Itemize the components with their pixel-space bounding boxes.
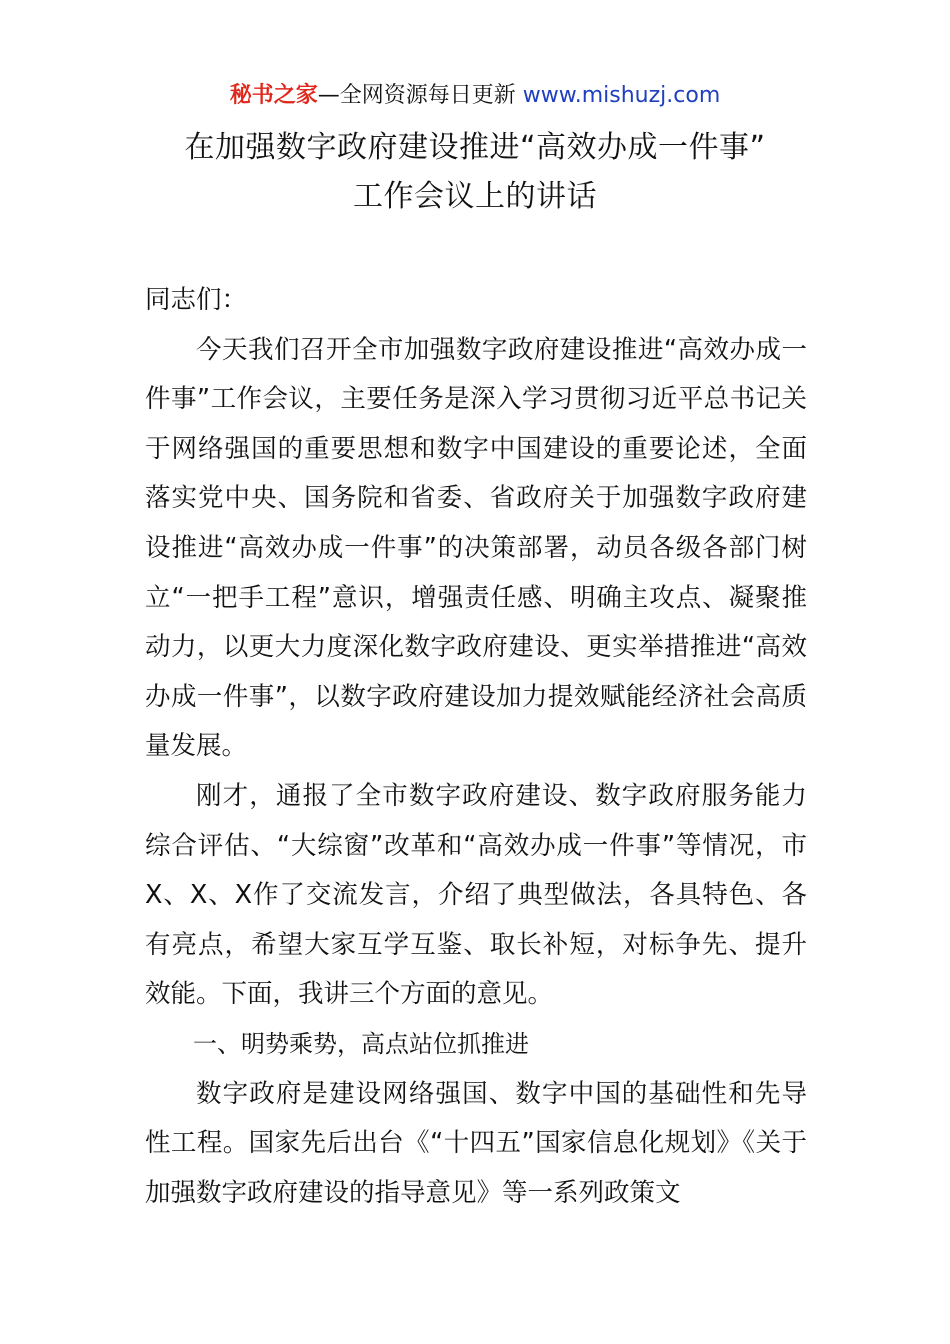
- site-header: [0, 80, 950, 112]
- site-url[interactable]: www.mishuzj.com: [522, 83, 721, 108]
- salutation: 同志们：: [145, 285, 248, 315]
- site-brand: 秘书之家: [229, 83, 318, 108]
- document-title-line-1: 在加强数字政府建设推进“高效办成一件事”: [184, 130, 766, 165]
- document-title-line-2: 工作会议上的讲话: [353, 179, 597, 214]
- paragraph-3: 数字政府是建设网络强国、数字中国的基础性和先导性工程。国家先后出台《“十四五”国家信息化规划》《关于加强数字政府建设的指导意见》等一系列政策文: [145, 1078, 807, 1208]
- site-tagline: —全网资源每日更新: [317, 83, 523, 108]
- document-body: [145, 276, 807, 1218]
- section-heading-1: 一、明势乘势，高点站位抓推进: [193, 1029, 529, 1058]
- paragraph-2: 刚才，通报了全市数字政府建设、数字政府服务能力综合评估、“大综窗”改革和“高效办成一件事”等情况，市X、X、X作了交流发言，介绍了典型做法，各具特色、各有亮点，希望大家互学互鉴、取长补短，对标争先、提升效能。下面，我讲三个方面的意见。: [145, 780, 807, 1010]
- paragraph-1: 今天我们召开全市加强数字政府建设推进“高效办成一件事”工作会议，主要任务是深入学习贯彻习近平总书记关于网络强国的重要思想和数字中国建设的重要论述，全面落实党中央、国务院和省委、省政府关于加强数字政府建设推进“高效办成一件事”的决策部署，动员各级各部门树立“一把手工程”意识，增强责任感、明确主攻点、凝聚推动力，以更大力度深化数字政府建设、更实举措推进“高效办成一件事”，以数字政府建设加力提效赋能经济社会高质量发展。: [145, 334, 807, 762]
